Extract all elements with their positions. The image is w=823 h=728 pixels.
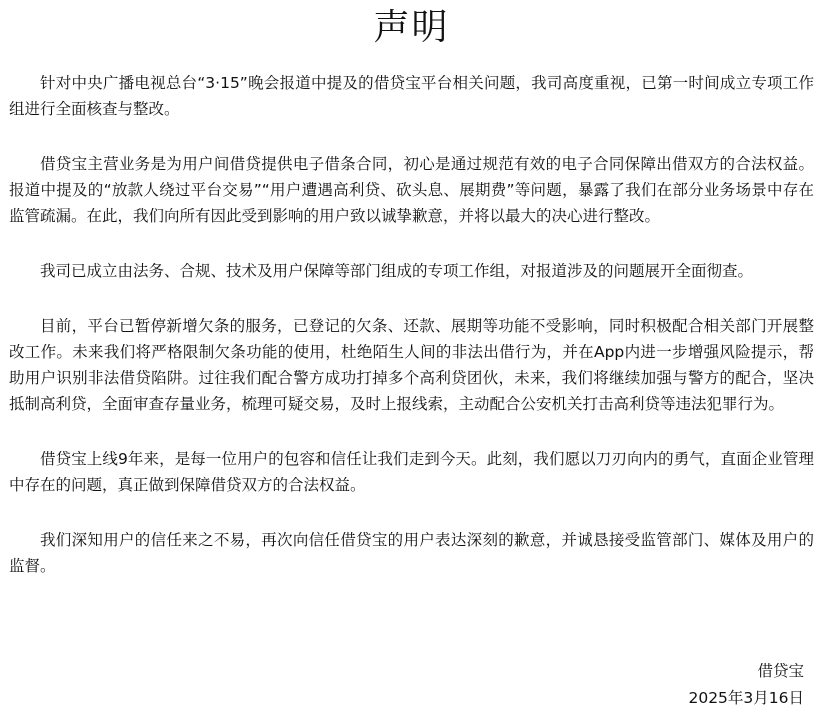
paragraph-business: 借贷宝主营业务是为用户间借贷提供电子借条合同，初心是通过规范有效的电子合同保障出借双方的合法权益。报道中提及的“放款人绕过平台交易”“用户遭遇高利贷、砍头息、展期费”等问题，暴露了我们在部分业务场景中存在监管疏漏。在此，我们向所有因此受到影响的用户致以诚挚歉意，并将以最大的决心进行整改。 [9, 155, 814, 225]
signature-name: 借贷宝 [757, 662, 804, 680]
statement-body [9, 70, 814, 608]
signature-date: 2025年3月16日 [688, 689, 804, 707]
paragraph-closing: 我们深知用户的信任来之不易，再次向信任借贷宝的用户表达深刻的歉意，并诚恳接受监管部门、媒体及用户的监督。 [9, 531, 814, 575]
paragraph-intro: 针对中央广播电视总台“3·15”晚会报道中提及的借贷宝平台相关问题，我司高度重视，已第一时间成立专项工作组进行全面核查与整改。 [9, 74, 814, 118]
paragraph-measures: 目前，平台已暂停新增欠条的服务，已登记的欠条、还款、展期等功能不受影响，同时积极配合相关部门开展整改工作。未来我们将严格限制欠条功能的使用，杜绝陌生人间的非法出借行为，并在App内进一步增强风险提示，帮助用户识别非法借贷陷阱。过往我们配合警方成功打掉多个高利贷团伙，未来，我们将继续加强与警方的配合，坚决抵制高利贷，全面审查存量业务，梳理可疑交易，及时上报线索，主动配合公安机关打击高利贷等违法犯罪行为。 [9, 317, 814, 413]
paragraph-history: 借贷宝上线9年来，是每一位用户的包容和信任让我们走到今天。此刻，我们愿以刀刃向内的勇气，直面企业管理中存在的问题，真正做到保障借贷双方的合法权益。 [9, 450, 814, 494]
paragraph-task-force: 我司已成立由法务、合规、技术及用户保障等部门组成的专项工作组，对报道涉及的问题展开全面彻查。 [40, 262, 754, 280]
page-title: 声明 [373, 7, 450, 48]
